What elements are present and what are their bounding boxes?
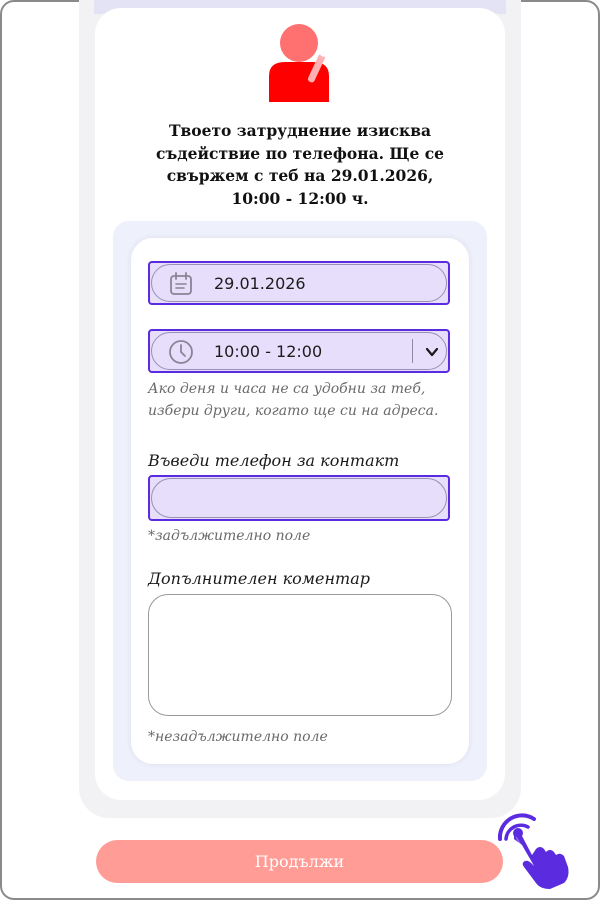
phone-input[interactable] [148,475,450,521]
phone-label: Въведи телефон за контакт [148,451,400,470]
select-divider [412,339,413,363]
continue-button[interactable]: Продължи [96,840,503,883]
comment-textarea[interactable] [148,594,452,716]
calendar-icon [168,271,194,297]
clock-icon [168,339,194,365]
comment-label: Допълнителен коментар [148,569,370,588]
date-time-hint: Ако деня и часа не са удобни за теб, избери други, когато ще си на адреса. [148,381,439,419]
support-message: Твоето затруднение изисква съдействие по телефона. Ще се свържем с теб на 29.01.2026, 10:00 - 12:00 ч. [155,121,444,208]
time-select[interactable] [148,329,450,373]
time-value: 10:00 - 12:00 [214,342,323,361]
optional-note: *незадължително поле [148,729,328,745]
chevron-down-icon[interactable] [424,344,440,360]
required-note: *задължително поле [148,528,311,544]
technician-with-wrench-icon [267,24,337,102]
phone-input-outline [151,478,447,518]
date-value: 29.01.2026 [214,274,306,293]
date-field[interactable] [148,261,450,305]
pointing-hand-cursor-icon [488,805,572,889]
